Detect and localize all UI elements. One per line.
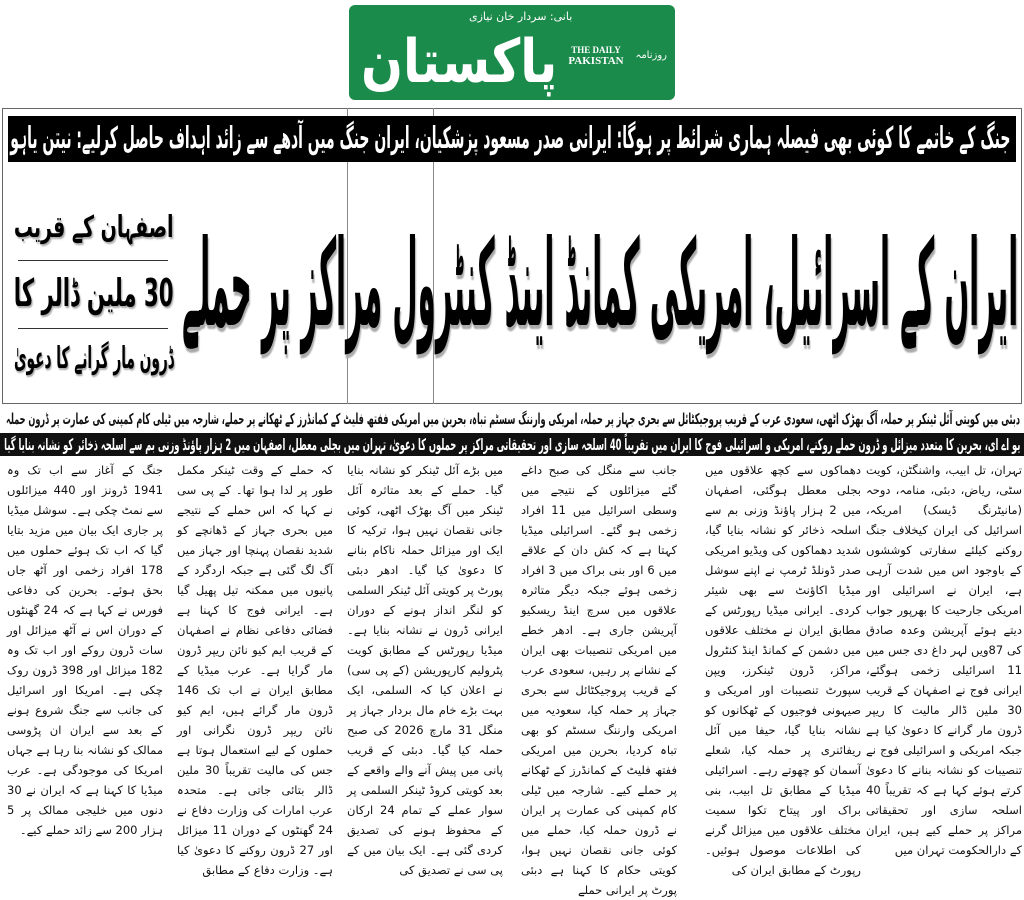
masthead-english-line2: PAKISTAN bbox=[568, 55, 624, 67]
article-column: دھماکوں سے کچھ علاقوں میں بجلی معطل ہوگئی، اصفہان میں 2 ہزار پاؤنڈ وزنی بم سے اسلحہ ذخائر کو نشانہ بنایا گیا، شدید دھماکوں کی ویڈیو امریکی صدر ڈونلڈ ٹرمپ نے اپنے سوشل میڈیا اکاؤنٹ سے بھی شیئر کردی۔ ایرانی میڈیا رپورٹس کے مطابق ایران نے مختلف علاقوں میں دشمن کے کمانڈ اینڈ کنٹرول مراکز، ڈرون ٹینکرز، ویپن سپورٹ تنصیبات اور امریکی و صیہونی فوجیوں کے ٹھکانوں کو نشانہ بنایا گیا، حیفا میں آئل ریفائنری پر حملہ کیا، شعلے آسمان کو چھوتے رہے۔ اسرائیلی میڈیا کے مطابق تل ابیب، بنی براک اور پیتاح تکوا سمیت مختلف علاقوں میں میزائل گرنے کی اطلاعات موصول ہوئیں۔ رپورٹ کے مطابق ایران کی bbox=[705, 463, 861, 877]
divider bbox=[18, 328, 168, 329]
article-column: جنگ کے آغاز سے اب تک وہ 1941 ڈرونز اور 440 میزائلوں سے نمٹ چکی ہے۔ سوشل میڈیا پر جاری ایک بیان میں مزید بتایا گیا کہ اب تک ہوئے حملوں میں 178 افراد زخمی اور آٹھ جاں بحق ہوئے۔ بحرین کی دفاعی فورس نے کہا ہے کہ 24 گھنٹوں کے دوران اس نے آٹھ میزائل اور سات ڈرون روکے اور اب تک وہ 182 میزائل اور 398 ڈرون روک چکی ہے۔ امریکا اور اسرائیل کی جانب سے جنگ شروع ہونے کے بعد سے ایران ان پڑوسی ممالک کو نشانہ بنا رہا ہے جہاں امریکا کی موجودگی ہے۔ عرب میڈیا کا کہنا ہے کہ ایران نے 30 دنوں میں خلیجی ممالک پر 5 ہزار 200 سے زائد حملے کیے۔ bbox=[7, 463, 164, 837]
masthead-roznama: روزنامہ bbox=[635, 50, 667, 61]
article-column: کہ حملے کے وقت ٹینکر مکمل طور پر لدا ہوا تھا۔ کے پی سی نے کہا کہ اس حملے کے نتیجے میں بحری جہاز کے ڈھانچے کو شدید نقصان پہنچا اور جہاز میں آگ لگ گئی ہے جبکہ اردگرد کے پانیوں میں ممکنہ تیل پھیل گیا ہے۔ ایرانی فوج کا کہنا ہے فضائی دفاعی نظام نے اصفہان کے قریب ایم کیو نائن ریپر ڈرون مار گرایا ہے۔ عرب میڈیا کے مطابق ایران نے اب تک 146 ڈرون مار گرائے ہیں، ایم کیو نائن ریپر ڈرون نگرانی اور حملوں کے لیے استعمال ہوتا ہے جس کی مالیت تقریباً 30 ملین ڈالر بتائی جاتی ہے۔ متحدہ عرب امارات کی وزارت دفاع نے 24 گھنٹوں کے دوران 11 میزائل اور 27 ڈرون روکنے کا دعویٰ کیا ہے۔ وزارت دفاع کے مطابق bbox=[177, 463, 333, 877]
band-headline-text: یو اے ای، بحرین کا متعدد میزائل و ڈرون حملے روکنے، امریکی و اسرائیلی فوج کا ایران میں تقریباً 40 اسلحہ سازی اور تحقیقاتی مراکز پر حملوں کا دعویٰ، تہران میں بجلی معطل، اصفہان میں 2 ہزار پاؤنڈ وزنی بم سے اسلحہ ذخائر کو نشانہ بنایا گیا bbox=[3, 435, 1020, 454]
headline-strip-text: جنگ کے خاتمے کا کوئی بھی فیصلہ ہماری شرائط پر ہوگا: ایرانی صدر مسعود پزشکیان، ایران جنگ میں آدھے سے زائد اہداف حاصل کرلیے: نیتن یاہو bbox=[9, 121, 1010, 156]
divider bbox=[18, 260, 168, 261]
main-headline bbox=[180, 180, 1018, 390]
masthead-english bbox=[563, 45, 629, 67]
article-column: جانب سے منگل کی صبح داغے گئے میزائلوں کے نتیجے میں وسطی اسرائیل میں 11 افراد زخمی ہو گئے۔ اسرائیلی میڈیا کہتا ہے کہ کش دان کے علاقے میں 6 اور بنی براک میں 3 افراد زخمی ہوئے جبکہ دیگر متاثرہ علاقوں میں سرچ اینڈ ریسکیو آپریشن جاری ہے۔ ادھر خطے میں امریکی تنصیبات بھی ایران کے نشانے پر رہیں، سعودی عرب کے قریب پروجیکٹائل سے بحری جہاز پر حملہ کیا، سعودیہ میں امریکی وارننگ سسٹم کو بھی تباہ کردیا، بحرین میں امریکی ففتھ فلیٹ کے کمانڈرز کے ٹھکانے پر حملے کیے۔ شارجہ میں ٹیلی کام کمپنی کی عمارت پر ایران نے ڈرون حملہ کیا، حملے میں کوئی جانی نقصان نہیں ہوا، کویتی حکام کا کہنا ہے دبئی پورٹ پر ایرانی حملے bbox=[521, 463, 678, 897]
band-headline bbox=[0, 433, 1024, 456]
side-headline-line: 30 ملین ڈالر کا bbox=[14, 271, 174, 315]
masthead-title: پاکستان bbox=[360, 27, 557, 97]
masthead-english-line1: THE DAILY bbox=[571, 45, 621, 55]
side-headline-line: اصفہان کے قریب bbox=[14, 210, 174, 245]
article-column: میں بڑے آئل ٹینکر کو نشانہ بنایا گیا۔ حملے کے بعد متاثرہ آئل ٹینکر میں آگ بھڑک اٹھی، کوئی جانی نقصان نہیں ہوا، ترکیہ کا ایک اور میزائل حملہ ناکام بنانے کا دعویٰ کیا گیا۔ ادھر دبئی پورٹ پر کویتی آئل ٹینکر السلمی کو لنگر انداز ہونے کے دوران ایرانی ڈرون نے نشانہ بنایا ہے۔ میڈیا رپورٹس کے مطابق کویت پٹرولیم کارپوریشن (کے پی سی) نے اعلان کیا کہ السلمی، ایک بہت بڑے خام مال بردار جہاز پر منگل 31 مارچ 2026 کی صبح حملہ کیا گیا۔ دبئی کے قریب پانی میں پیش آنے والے واقعے کے بعد کویتی کروڈ ٹینکر السلمی پر سوار عملے کے تمام 24 ارکان کے محفوظ ہونے کی تصدیق کردی گئی ہے۔ ایک بیان میں کے پی سی نے تصدیق کی bbox=[347, 463, 503, 877]
main-headline-text: ایران کے اسرائیل، امریکی کمانڈ اینڈ کنٹرول مراکز پر حملے bbox=[181, 215, 1018, 354]
article-column: تہران، تل ابیب، واشنگٹن، کویت سٹی، ریاض، دبئی، منامہ، دوحہ (مانیٹرنگ ڈیسک) امریکہ، اسرائیل کی ایران کیخلاف جنگ روکنے کیلئے سفارتی کوششوں کے باوجود اس میں شدت آرہی ہے، ایران نے اسرائیلی اور امریکی جارحیت کا بھرپور جواب دیتے ہوئے آپریشن وعدہ صادق کی 87ویں لہر داغ دی جس میں 11 اسرائیلی زخمی ہوگئے، ایرانی فوج نے اصفہان کے قریب 30 ملین ڈالر مالیت کا ریپر ڈرون مار گرانے کا دعویٰ کیا ہے جبکہ امریکی و اسرائیلی فوج نے تنصیبات کو نشانہ بنانے کا دعویٰ کرتے ہوئے کہا ہے کہ تقریباً 40 اسلحہ سازی اور تحقیقاتی مراکز پر حملے کیے ہیں، ایران کے دارالحکومت تہران میں bbox=[866, 463, 1023, 857]
masthead-founder: بانی: سردار خان نیازی bbox=[469, 10, 573, 23]
side-headline-box bbox=[6, 200, 174, 390]
masthead-logo bbox=[349, 5, 675, 100]
subheadline-text: دبئی میں کویتی آئل ٹینکر پر حملہ، آگ بھڑک اٹھی، سعودی عرب کے قریب پروجیکٹائل سے بحری جہاز پر حملہ، امریکی وارننگ سسٹم تباہ، بحرین میں امریکی ففتھ فلیٹ کے کمانڈرز کے ٹھکانے پر حملے، شارجہ میں ٹیلی کام کمپنی کی عمارت پر ڈرون حملہ bbox=[5, 410, 1020, 428]
subheadline bbox=[4, 408, 1020, 430]
masthead-title-area bbox=[357, 27, 557, 97]
side-headline-line: ڈرون مار گرانے کا دعویٰ bbox=[14, 341, 174, 376]
headline-strip bbox=[8, 116, 1016, 162]
